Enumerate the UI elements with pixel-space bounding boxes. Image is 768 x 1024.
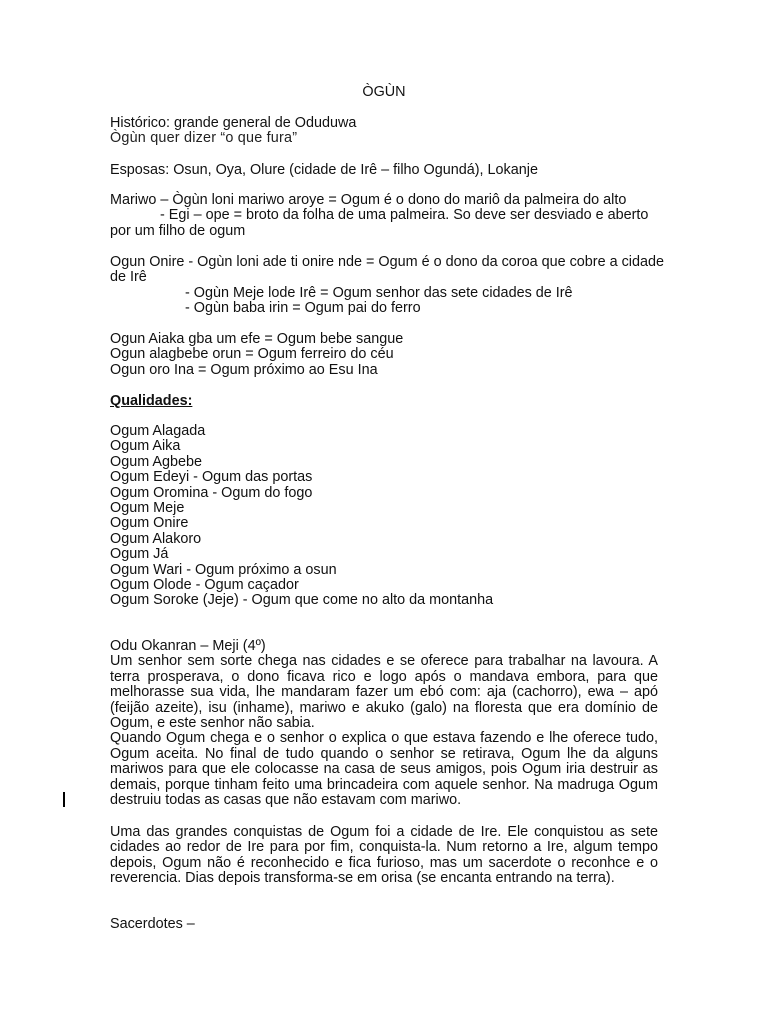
qualidade-item: Ogum Soroke (Jeje) - Ogum que come no alto da montanha [110,592,494,609]
conquista-block [110,825,658,887]
qualidade-item: Ogum Já [110,546,169,563]
qualidade-item: Ogum Aika [110,438,181,455]
qualidade-item: Ogum Olode - Ogum caçador [110,577,299,594]
onire-line-3: - Ogùn Meje lode Irê = Ogum senhor das sete cidades de Irê [185,284,573,301]
qualidades-heading-block [110,394,658,409]
epithets-block [110,332,658,378]
sacerdotes-block [110,917,658,932]
esposas-block [110,163,658,178]
text-cursor-mark [63,792,65,807]
epithet-line: Ogun oro Ina = Ogum próximo ao Esu Ina [110,361,378,378]
onire-block [110,254,665,317]
qualidade-item: Ogum Oromina - Ogum do fogo [110,484,313,501]
onire-line-4: - Ogùn baba irin = Ogum pai do ferro [185,300,421,317]
page-title: ÒGÙN [362,84,406,100]
esposas-line: Esposas: Osun, Oya, Olure (cidade de Irê – filho Ogundá), Lokanje [110,162,538,178]
odu-block [110,639,658,808]
odu-heading: Odu Okanran – Meji (4º) [110,638,266,654]
qualidade-item: Ogum Agbebe [110,453,203,470]
qualidades-list [110,424,658,609]
epithet-line: Ogun Aiaka gba um efe = Ogum bebe sangue [110,331,404,347]
intro-block [110,116,658,147]
qualidade-item: Ogum Meje [110,500,185,517]
qualidade-item: Ogum Edeyi - Ogum das portas [110,469,313,486]
qualidade-item: Ogum Onire [110,515,189,532]
qualidade-item: Ogum Alagada [110,423,206,439]
qualidade-item: Ogum Alakoro [110,530,202,547]
odu-paragraph: Um senhor sem sorte chega nas cidades e se oferece para trabalhar na lavoura. A terra prosperava, o dono ficava rico e logo após o mandava embora, para que melhorasse sua vida, lhe mandaram fazer um ebó com: aja (cachorro), ewa – apó (feijão azeite), isu (inhame), mariwo e akuko (galo) na floresta que era domínio de Ogum, e este senhor não sabia. [110,653,658,732]
mariwo-line-2: - Egi – ope = broto da folha de uma palmeira. So deve ser desviado e aberto [160,207,649,224]
mariwo-block [110,193,658,239]
odu-paragraph: Quando Ogum chega e o senhor o explica o que estava fazendo e lhe oferece tudo, Ogum aceita. No final de tudo quando o senhor se retirava, Ogum lhe da alguns mariwos para que ele colocasse na casa de seus amigos, pois Ogum iria destruir as demais, porque tinham feito uma brincadeira com aquele senhor. Na madruga Ogum destruiu todas as casas que não estavam com mariwo. [110,730,658,809]
mariwo-line-1: Mariwo – Ògùn loni mariwo aroye = Ogum é o dono do mariô da palmeira do alto [110,192,627,208]
epithet-line: Ogun alagbebe orun = Ogum ferreiro do céu [110,346,394,363]
onire-line-2: de Irê [110,269,147,286]
historico-line: Histórico: grande general de Oduduwa [110,115,357,131]
conquista-paragraph: Uma das grandes conquistas de Ogum foi a cidade de Ire. Ele conquistou as sete cidades ao redor de Ire para por fim, conquista-la. Num retorno a Ire, algum tempo depois, Ogum não é reconhecido e fica furioso, mas um sacerdote o reconhce e o reverencia. Dias depois transforma-se em orisa (se encanta entrando na terra). [110,824,658,887]
mariwo-line-3: por um filho de ogum [110,222,246,239]
qualidades-heading: Qualidades: [110,393,193,409]
significado-line: Ògùn quer dizer “o que fura” [110,130,298,147]
qualidade-item: Ogum Wari - Ogum próximo a osun [110,561,337,578]
onire-line-1: Ogun Onire - Ogùn loni ade ti onire nde = Ogum é o dono da coroa que cobre a cidade [110,254,665,270]
sacerdotes-line: Sacerdotes – [110,916,195,932]
